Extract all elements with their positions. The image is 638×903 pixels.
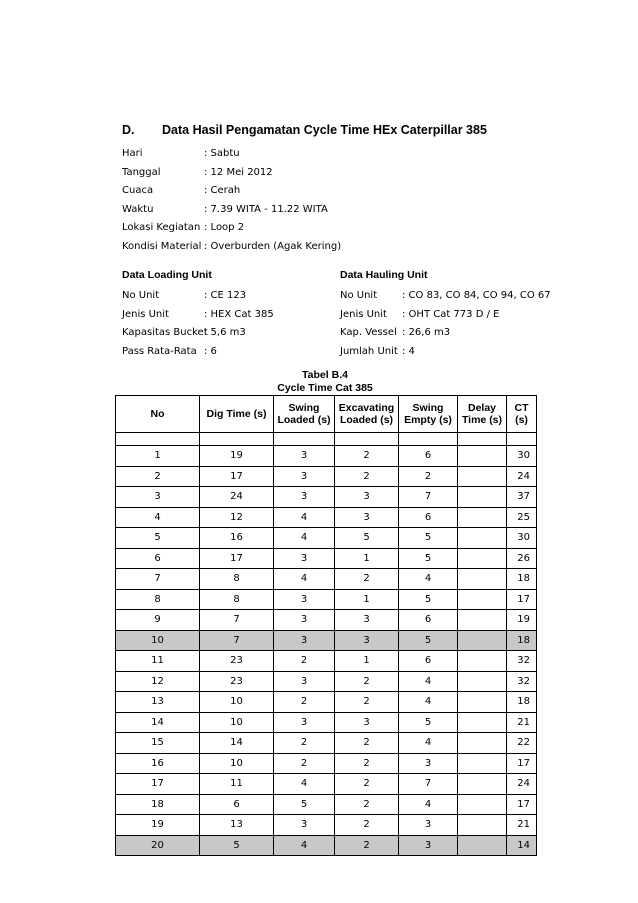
header-delay-time [458, 396, 507, 433]
cell-excavating-loaded: 3 [335, 712, 399, 733]
cell-ct: 17 [507, 589, 537, 610]
cell-swing-loaded: 3 [274, 815, 335, 836]
section-letter: D. [122, 123, 135, 137]
cell-dig-time: 13 [200, 815, 274, 836]
table-row [116, 630, 537, 651]
cell-no: 8 [116, 589, 200, 610]
cell-swing-loaded: 2 [274, 753, 335, 774]
info-label: Waktu [122, 204, 154, 215]
cell-ct: 30 [507, 528, 537, 549]
header-line: Time (s) [461, 414, 503, 426]
cell-delay-time [458, 569, 507, 590]
cell-no: 15 [116, 733, 200, 754]
cell-excavating-loaded: 2 [335, 671, 399, 692]
cell-swing-loaded: 3 [274, 630, 335, 651]
info-label: Hari [122, 148, 143, 159]
cell-ct: 25 [507, 507, 537, 528]
cell-delay-time [458, 835, 507, 856]
loading-unit-title: Data Loading Unit [122, 269, 212, 281]
cell-dig-time: 19 [200, 446, 274, 467]
loading-value: : CE 123 [204, 290, 247, 301]
cell-delay-time [458, 712, 507, 733]
cell-ct: 30 [507, 446, 537, 467]
cell-swing-loaded: 4 [274, 569, 335, 590]
cell-dig-time: 6 [200, 794, 274, 815]
table-caption-number: Tabel B.4 [302, 369, 348, 381]
table-caption-title: Cycle Time Cat 385 [277, 382, 373, 394]
cell-swing-loaded: 2 [274, 733, 335, 754]
cell-no: 20 [116, 835, 200, 856]
table-row [116, 507, 537, 528]
cell-no: 1 [116, 446, 200, 467]
hauling-label: Kap. Vessel [340, 327, 397, 338]
cell-swing-empty: 7 [399, 487, 458, 508]
cell-ct: 18 [507, 692, 537, 713]
table-row [116, 815, 537, 836]
cell-swing-loaded: 3 [274, 589, 335, 610]
header-dig-time: Dig Time (s) [200, 396, 274, 433]
cell-swing-empty: 2 [399, 466, 458, 487]
cell-excavating-loaded: 2 [335, 692, 399, 713]
cell-delay-time [458, 589, 507, 610]
header-swing-empty [399, 396, 458, 433]
header-line: Swing [288, 402, 320, 414]
cell-no: 14 [116, 712, 200, 733]
cell-dig-time: 5 [200, 835, 274, 856]
cell-dig-time: 7 [200, 610, 274, 631]
header-ct: CT (s) [507, 396, 537, 433]
header-swing-loaded [274, 396, 335, 433]
cell-dig-time: 17 [200, 548, 274, 569]
table-row [116, 569, 537, 590]
cell-dig-time: 12 [200, 507, 274, 528]
table-row [116, 774, 537, 795]
cell-ct: 18 [507, 630, 537, 651]
cell-dig-time: 8 [200, 569, 274, 590]
cell-swing-loaded: 5 [274, 794, 335, 815]
cell-swing-empty: 4 [399, 671, 458, 692]
cell-no: 3 [116, 487, 200, 508]
cell-no: 9 [116, 610, 200, 631]
loading-label: Kapasitas Bucket [122, 327, 208, 338]
cell-swing-empty: 5 [399, 630, 458, 651]
table-body [116, 433, 537, 856]
cell-excavating-loaded: 2 [335, 794, 399, 815]
cell-ct: 19 [507, 610, 537, 631]
cell-delay-time [458, 753, 507, 774]
hauling-label: Jenis Unit [340, 309, 387, 320]
cell-excavating-loaded: 1 [335, 589, 399, 610]
cell-ct: 21 [507, 712, 537, 733]
cell-no: 6 [116, 548, 200, 569]
loading-label: Jenis Unit [122, 309, 169, 320]
cell-swing-empty: 4 [399, 733, 458, 754]
cell-delay-time [458, 528, 507, 549]
cell-dig-time: 11 [200, 774, 274, 795]
cell-swing-empty: 5 [399, 548, 458, 569]
cell-swing-loaded: 3 [274, 466, 335, 487]
cell-swing-empty: 3 [399, 815, 458, 836]
cell-no: 4 [116, 507, 200, 528]
cell-swing-empty: 4 [399, 569, 458, 590]
cell-dig-time: 23 [200, 671, 274, 692]
header-line: Delay [467, 402, 497, 414]
cell-swing-empty: 6 [399, 651, 458, 672]
table-row [116, 835, 537, 856]
cell-excavating-loaded: 2 [335, 774, 399, 795]
cell-ct: 17 [507, 753, 537, 774]
hauling-value: : CO 83, CO 84, CO 94, CO 67 [402, 290, 551, 301]
section-title: Data Hasil Pengamatan Cycle Time HEx Caterpillar 385 [162, 123, 487, 137]
cell-delay-time [458, 548, 507, 569]
hauling-unit-title: Data Hauling Unit [340, 269, 428, 281]
table-spacer-row [116, 433, 537, 446]
cell-swing-empty: 3 [399, 835, 458, 856]
table-row [116, 692, 537, 713]
loading-value: : HEX Cat 385 [204, 309, 274, 320]
header-no: No [116, 396, 200, 433]
hauling-label: Jumlah Unit [340, 346, 398, 357]
loading-value: : 6 [204, 346, 217, 357]
info-value: : Overburden (Agak Kering) [204, 241, 342, 252]
cell-delay-time [458, 487, 507, 508]
cell-dig-time: 24 [200, 487, 274, 508]
cell-swing-loaded: 2 [274, 651, 335, 672]
cell-dig-time: 8 [200, 589, 274, 610]
cell-swing-empty: 6 [399, 446, 458, 467]
cell-no: 12 [116, 671, 200, 692]
cell-dig-time: 23 [200, 651, 274, 672]
cell-swing-loaded: 4 [274, 528, 335, 549]
cell-ct: 22 [507, 733, 537, 754]
cell-delay-time [458, 466, 507, 487]
cell-no: 2 [116, 466, 200, 487]
cell-delay-time [458, 671, 507, 692]
header-line: Swing [412, 402, 444, 414]
cell-swing-loaded: 3 [274, 671, 335, 692]
cell-dig-time: 10 [200, 712, 274, 733]
cell-delay-time [458, 630, 507, 651]
cell-no: 19 [116, 815, 200, 836]
cell-delay-time [458, 815, 507, 836]
info-label: Lokasi Kegiatan [122, 222, 201, 233]
cell-no: 5 [116, 528, 200, 549]
header-line: Loaded (s) [277, 414, 331, 426]
cell-excavating-loaded: 3 [335, 487, 399, 508]
cell-excavating-loaded: 3 [335, 507, 399, 528]
cell-no: 16 [116, 753, 200, 774]
cell-delay-time [458, 794, 507, 815]
table-row [116, 733, 537, 754]
cell-dig-time: 10 [200, 753, 274, 774]
loading-label: Pass Rata-Rata [122, 346, 197, 357]
section-heading [122, 123, 487, 137]
cell-swing-loaded: 4 [274, 507, 335, 528]
cell-swing-loaded: 3 [274, 548, 335, 569]
info-value: : 7.39 WITA - 11.22 WITA [204, 204, 328, 215]
cell-excavating-loaded: 5 [335, 528, 399, 549]
cell-ct: 18 [507, 569, 537, 590]
table-row [116, 487, 537, 508]
cell-excavating-loaded: 2 [335, 835, 399, 856]
cell-delay-time [458, 774, 507, 795]
cell-no: 7 [116, 569, 200, 590]
cell-ct: 17 [507, 794, 537, 815]
header-excavating-loaded [335, 396, 399, 433]
cell-excavating-loaded: 1 [335, 651, 399, 672]
cell-excavating-loaded: 2 [335, 815, 399, 836]
cell-dig-time: 10 [200, 692, 274, 713]
cell-swing-empty: 4 [399, 692, 458, 713]
table-row [116, 466, 537, 487]
cell-swing-loaded: 3 [274, 610, 335, 631]
cell-ct: 32 [507, 651, 537, 672]
cell-ct: 24 [507, 466, 537, 487]
cell-swing-loaded: 3 [274, 446, 335, 467]
info-label: Cuaca [122, 185, 154, 196]
cell-ct: 21 [507, 815, 537, 836]
cell-swing-empty: 3 [399, 753, 458, 774]
cycle-time-table [115, 395, 537, 856]
cell-ct: 32 [507, 671, 537, 692]
cell-swing-empty: 5 [399, 528, 458, 549]
cell-excavating-loaded: 3 [335, 630, 399, 651]
hauling-value: : OHT Cat 773 D / E [402, 309, 500, 320]
table-row [116, 712, 537, 733]
cell-delay-time [458, 651, 507, 672]
header-line: Excavating [338, 402, 395, 414]
cell-no: 13 [116, 692, 200, 713]
cell-swing-empty: 5 [399, 712, 458, 733]
cell-delay-time [458, 446, 507, 467]
table-caption [115, 369, 535, 395]
table-header-row [116, 396, 537, 433]
table-row [116, 548, 537, 569]
cell-dig-time: 14 [200, 733, 274, 754]
cell-swing-loaded: 2 [274, 692, 335, 713]
cell-ct: 37 [507, 487, 537, 508]
cell-excavating-loaded: 2 [335, 733, 399, 754]
cell-swing-empty: 6 [399, 507, 458, 528]
cell-ct: 26 [507, 548, 537, 569]
cell-dig-time: 17 [200, 466, 274, 487]
loading-value: : 5,6 m3 [204, 327, 246, 338]
table-row [116, 528, 537, 549]
header-line: Empty (s) [404, 414, 452, 426]
cell-no: 18 [116, 794, 200, 815]
hauling-value: : 4 [402, 346, 415, 357]
cell-delay-time [458, 507, 507, 528]
cell-dig-time: 16 [200, 528, 274, 549]
info-label: Tanggal [122, 167, 161, 178]
info-value: : Sabtu [204, 148, 240, 159]
table-row [116, 651, 537, 672]
table-row [116, 753, 537, 774]
cell-ct: 14 [507, 835, 537, 856]
hauling-label: No Unit [340, 290, 378, 301]
cell-swing-loaded: 4 [274, 835, 335, 856]
cell-no: 11 [116, 651, 200, 672]
loading-label: No Unit [122, 290, 160, 301]
cell-dig-time: 7 [200, 630, 274, 651]
cell-excavating-loaded: 2 [335, 446, 399, 467]
info-value: : Loop 2 [204, 222, 245, 233]
cell-excavating-loaded: 3 [335, 610, 399, 631]
cell-excavating-loaded: 2 [335, 753, 399, 774]
cell-swing-empty: 6 [399, 610, 458, 631]
header-line: Loaded (s) [339, 414, 394, 426]
cell-delay-time [458, 610, 507, 631]
table-row [116, 794, 537, 815]
cell-swing-loaded: 3 [274, 712, 335, 733]
table-row [116, 589, 537, 610]
table-row [116, 610, 537, 631]
info-value: : Cerah [204, 185, 241, 196]
cell-ct: 24 [507, 774, 537, 795]
cell-swing-empty: 4 [399, 794, 458, 815]
cell-excavating-loaded: 2 [335, 569, 399, 590]
cell-swing-loaded: 3 [274, 487, 335, 508]
table-row [116, 671, 537, 692]
cell-excavating-loaded: 2 [335, 466, 399, 487]
info-label: Kondisi Material [122, 241, 202, 252]
cell-excavating-loaded: 1 [335, 548, 399, 569]
cell-no: 17 [116, 774, 200, 795]
hauling-value: : 26,6 m3 [402, 327, 451, 338]
cell-swing-empty: 5 [399, 589, 458, 610]
table-row [116, 446, 537, 467]
cell-no: 10 [116, 630, 200, 651]
cell-swing-loaded: 4 [274, 774, 335, 795]
cell-delay-time [458, 733, 507, 754]
cell-delay-time [458, 692, 507, 713]
info-value: : 12 Mei 2012 [204, 167, 273, 178]
cell-swing-empty: 7 [399, 774, 458, 795]
